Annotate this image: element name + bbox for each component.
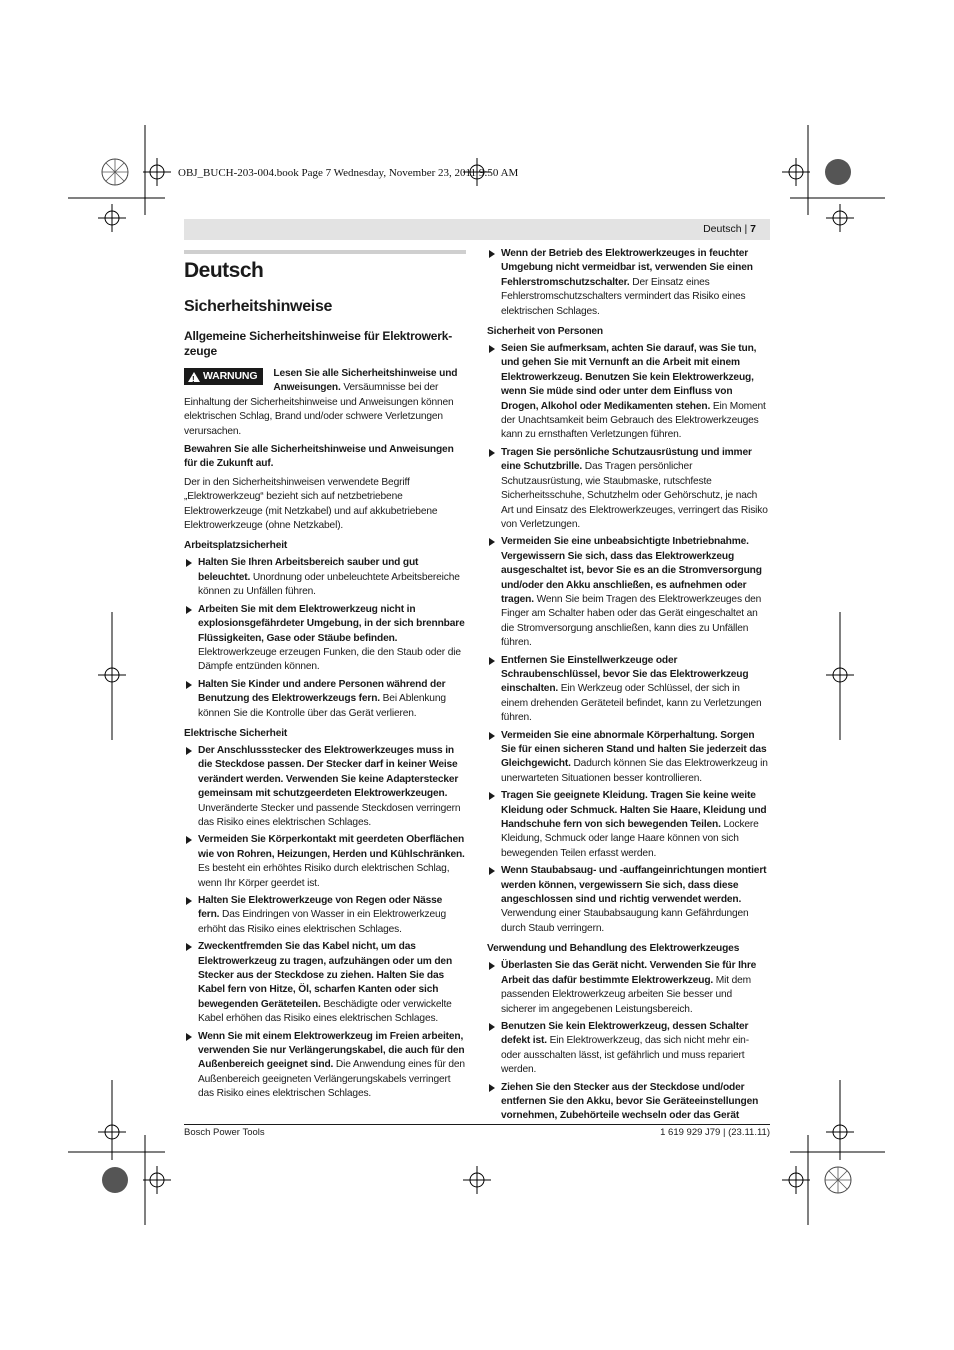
list-item	[184, 603, 466, 675]
item-text: Dadurch können Sie das Elektrowerkzeug in unerwarteten Situationen besser kontrollieren.	[501, 758, 768, 784]
list-item	[487, 1020, 769, 1078]
item-bold: Zweckentfremden Sie das Kabel nicht, um das Elektrowerkzeug zu tragen, aufzuhängen oder um den Stecker aus der Steckdose zu ziehen. Halten Sie das Kabel fern von Hitze, Öl, scharfen Kanten oder sich bewegenden Geräteteilen.	[198, 941, 453, 1010]
list-item	[487, 654, 769, 726]
item-text: Bei Ablenkung können Sie die Kontrolle über das Gerät verlieren.	[198, 693, 446, 719]
item-text: Der Einsatz eines Fehlerstromschutzschalters vermindert das Risiko eines elektrischen Schlages.	[501, 276, 746, 317]
list-item	[184, 556, 466, 599]
footer-doc-number: 1 619 929 J79 | (23.11.11)	[660, 1127, 770, 1138]
section-heading: Allgemeine Sicherheitshinweise für Elektrowerk-zeuge	[184, 329, 453, 358]
item-bold: Benutzen Sie kein Elektrowerkzeug, dessen Schalter defekt ist.	[501, 1020, 749, 1047]
list-item	[184, 894, 466, 937]
list-item	[184, 833, 466, 891]
bullet-list	[487, 959, 769, 1123]
item-bold: Seien Sie aufmerksam, achten Sie darauf, was Sie tun, und gehen Sie mit Vernunft an die Arbeit mit einem Elektrowerkzeug. Benutzen Sie kein Elektrowerkzeug, wenn Sie müde sind oder unter dem Einfluss von Drogen, Alkohol oder Medikamenten stehen.	[501, 343, 757, 412]
warning-badge	[184, 368, 263, 385]
list-item	[184, 1030, 466, 1102]
item-bold: Vermeiden Sie Körperkontakt mit geerdeten Oberflächen wie von Rohren, Heizungen, Herden und Kühlschränken.	[198, 834, 465, 860]
item-bold: Wenn der Betrieb des Elektrowerkzeuges in feuchter Umgebung nicht vermeidbar ist, verwenden Sie einen Fehlerstromschutzschalter.	[501, 248, 753, 288]
list-item	[184, 744, 466, 830]
item-text: Unordnung oder unbeleuchtete Arbeitsbereiche können zu Unfällen führen.	[198, 571, 460, 598]
left-column	[184, 250, 466, 1105]
bullet-arrow-icon	[489, 1084, 495, 1092]
page-subtitle: Sicherheitshinweise	[184, 298, 333, 315]
item-text: Ein Werkzeug oder Schlüssel, der sich in einem drehenden Geräteteil befindet, kann zu Verletzungen führen.	[501, 683, 762, 724]
bullet-arrow-icon	[186, 836, 192, 844]
item-text: Wenn Sie beim Tragen des Elektrowerkzeuges den Finger am Schalter haben oder das Gerät eingeschaltet an die Stromversorgung anschließen, kann dies zu Unfällen führen.	[501, 593, 762, 649]
bullet-arrow-icon	[489, 867, 495, 875]
warning-block	[184, 367, 466, 439]
page-header-bar	[184, 219, 770, 240]
bullet-arrow-icon	[489, 449, 495, 457]
list-item	[487, 864, 769, 936]
list-item	[487, 1081, 769, 1124]
item-bold: Halten Sie Ihren Arbeitsbereich sauber und gut beleuchtet.	[198, 557, 419, 583]
bullet-list	[184, 744, 466, 1102]
bullet-arrow-icon	[489, 732, 495, 740]
item-bold: Wenn Sie mit einem Elektrowerkzeug im Freien arbeiten, verwenden Sie nur Verlängerungskabel, die auch für den Außenbereich geeignet sind.	[198, 1030, 465, 1071]
subsection-heading: Arbeitsplatzsicherheit	[184, 540, 288, 552]
item-text: Das Eindringen von Wasser in ein Elektrowerkzeug erhöht das Risiko eines elektrischen Schlages.	[198, 909, 447, 935]
list-item	[487, 729, 769, 787]
subsection-heading: Elektrische Sicherheit	[184, 727, 288, 739]
bullet-arrow-icon	[186, 681, 192, 689]
list-item	[487, 342, 769, 443]
item-text: Verwendung einer Staubabsaugung kann Gefährdungen durch Staub verringern.	[501, 908, 749, 934]
item-bold: Wenn Staubabsaug- und -auffangeinrichtungen montiert werden können, vergewissern Sie sich, dass diese angeschlossen sind und richtig verwendet werden.	[501, 865, 767, 906]
header-page-number: 7	[750, 223, 756, 235]
warning-bold: Lesen Sie alle Sicherheitshinweise und Anweisungen.	[273, 368, 458, 394]
list-item	[487, 789, 769, 861]
item-text: Das Tragen persönlicher Schutzausrüstung, wie Staubmaske, rutschfeste Sicherheitsschuhe, Schutzhelm oder Gehörschutz, je nach Art und Einsatz des Elektrowerkzeuges, verringert das Risiko von Verletzungen.	[501, 461, 768, 530]
bullet-list	[184, 556, 466, 720]
bullet-arrow-icon	[489, 538, 495, 546]
item-text: Beschädigte oder verwickelte Kabel erhöhen das Risiko eines elektrischen Schlages.	[198, 998, 452, 1025]
bullet-arrow-icon	[186, 1033, 192, 1041]
bullet-arrow-icon	[186, 747, 192, 755]
right-column	[487, 247, 769, 1127]
item-bold: Überlasten Sie das Gerät nicht. Verwenden Sie für Ihre Arbeit das dafür bestimmte Elektrowerkzeug.	[501, 960, 757, 986]
bullet-arrow-icon	[186, 897, 192, 905]
item-text: Lockere Kleidung, Schmuck oder lange Haare können von sich bewegenden Teilen erfasst werden.	[501, 819, 759, 859]
keep-instructions: Bewahren Sie alle Sicherheitshinweise und Anweisungen für die Zukunft auf.	[184, 444, 454, 470]
item-text: Ein Elektrowerkzeug, das sich nicht mehr ein- oder ausschalten lässt, ist gefährlich und muss repariert werden.	[501, 1035, 749, 1076]
footer-brand: Bosch Power Tools	[184, 1127, 265, 1138]
bullet-list	[487, 342, 769, 936]
item-text: Die Anwendung eines für den Außenbereich geeigneten Verlängerungskabels verringert das Risiko eines elektrischen Schlages.	[198, 1059, 465, 1100]
subsection-heading: Sicherheit von Personen	[487, 326, 604, 338]
item-bold: Tragen Sie geeignete Kleidung. Tragen Sie keine weite Kleidung oder Schmuck. Halten Sie Haare, Kleidung und Handschuhe fern von sich bewegenden Teilen.	[501, 790, 767, 831]
bullet-arrow-icon	[489, 792, 495, 800]
left-sections	[184, 539, 466, 1101]
item-bold: Vermeiden Sie eine abnormale Körperhaltung. Sorgen Sie für einen sicheren Stand und halten Sie jederzeit das Gleichgewicht.	[501, 729, 767, 770]
bullet-arrow-icon	[489, 1023, 495, 1031]
header-separator: |	[741, 223, 751, 235]
bullet-arrow-icon	[489, 657, 495, 665]
item-bold: Entfernen Sie Einstellwerkzeuge oder Schraubenschlüssel, bevor Sie das Elektrowerkzeug einschalten.	[501, 654, 749, 695]
list-item	[487, 446, 769, 532]
item-text: Es besteht ein erhöhtes Risiko durch elektrischen Schlag, wenn Ihr Körper geerdet ist.	[198, 863, 450, 889]
warning-badge-label: WARNUNG	[203, 370, 258, 382]
bullet-arrow-icon	[186, 606, 192, 614]
bullet-arrow-icon	[489, 962, 495, 970]
list-item	[184, 940, 466, 1026]
page-title: Deutsch	[184, 259, 264, 282]
definition-text: Der in den Sicherheitshinweisen verwendete Begriff „Elektrowerkzeug“ bezieht sich auf netzbetriebene Elektrowerkzeuge (mit Netzkabel) und auf akkubetriebene Elektrowerkzeuge (ohne Netzkabel).	[184, 476, 438, 532]
right-sections	[487, 325, 769, 1124]
list-item	[487, 247, 769, 319]
item-bold: Halten Sie Kinder und andere Personen während der Benutzung des Elektrowerkzeugs fern.	[198, 678, 446, 705]
item-bold: Tragen Sie persönliche Schutzausrüstung und immer eine Schutzbrille.	[501, 446, 752, 473]
item-bold: Halten Sie Elektrowerkzeuge von Regen oder Nässe fern.	[198, 895, 443, 921]
item-bold: Vermeiden Sie eine unbeabsichtigte Inbetriebnahme. Vergewissern Sie sich, dass das Elektrowerkzeug ausgeschaltet ist, bevor Sie es an die Stromversorgung und/oder den Akku anschließen, es aufnehmen oder tragen.	[501, 536, 762, 605]
item-text: Mit dem passenden Elektrowerkzeug arbeiten Sie besser und sicherer im angegebenen Leistungsbereich.	[501, 974, 751, 1015]
list-item	[487, 535, 769, 650]
print-info-line: OBJ_BUCH-203-004.book Page 7 Wednesday, November 23, 2011 9:50 AM	[178, 167, 519, 179]
page-header	[703, 223, 756, 235]
item-text: Unveränderte Stecker und passende Steckdosen verringern das Risiko eines elektrischen Schlages.	[198, 802, 461, 828]
bullet-arrow-icon	[186, 559, 192, 567]
bullet-arrow-icon	[186, 943, 192, 951]
subsection-heading: Verwendung und Behandlung des Elektrowerkzeuges	[487, 943, 740, 955]
header-section: Deutsch	[703, 223, 742, 235]
list-item	[184, 678, 466, 721]
item-bold: Ziehen Sie den Stecker aus der Steckdose und/oder entfernen Sie den Akku, bevor Sie Geräteeinstellungen vornehmen, Zubehörteile wechseln oder das Gerät	[501, 1081, 759, 1122]
item-text: Ein Moment der Unachtsamkeit beim Gebrauch des Elektrowerkzeuges kann zu ernsthaften Verletzungen führen.	[501, 400, 766, 441]
item-text: Elektrowerkzeuge erzeugen Funken, die den Staub oder die Dämpfe entzünden können.	[198, 646, 461, 673]
item-bold: Arbeiten Sie mit dem Elektrowerkzeug nicht in explosionsgefährdeter Umgebung, in der sich brennbare Flüssigkeiten, Gase oder Stäube befinden.	[198, 603, 465, 644]
warning-triangle-icon: !	[188, 372, 200, 382]
list-item	[487, 959, 769, 1017]
bullet-arrow-icon	[489, 250, 495, 258]
item-bold: Der Anschlussstecker des Elektrowerkzeuges muss in die Steckdose passen. Der Stecker darf in keiner Weise verändert werden. Verwenden Sie keine Adapterstecker gemeinsam mit schutzgeerdeten Elektrowerkzeugen.	[198, 744, 459, 800]
warning-text: Versäumnisse bei der Einhaltung der Sicherheitshinweise und Anweisungen können elektrischen Schlag, Brand und/oder schwere Verletzungen verursachen.	[184, 382, 454, 437]
right-first-list	[487, 247, 769, 319]
footer-divider	[184, 1124, 770, 1125]
bullet-arrow-icon	[489, 345, 495, 353]
